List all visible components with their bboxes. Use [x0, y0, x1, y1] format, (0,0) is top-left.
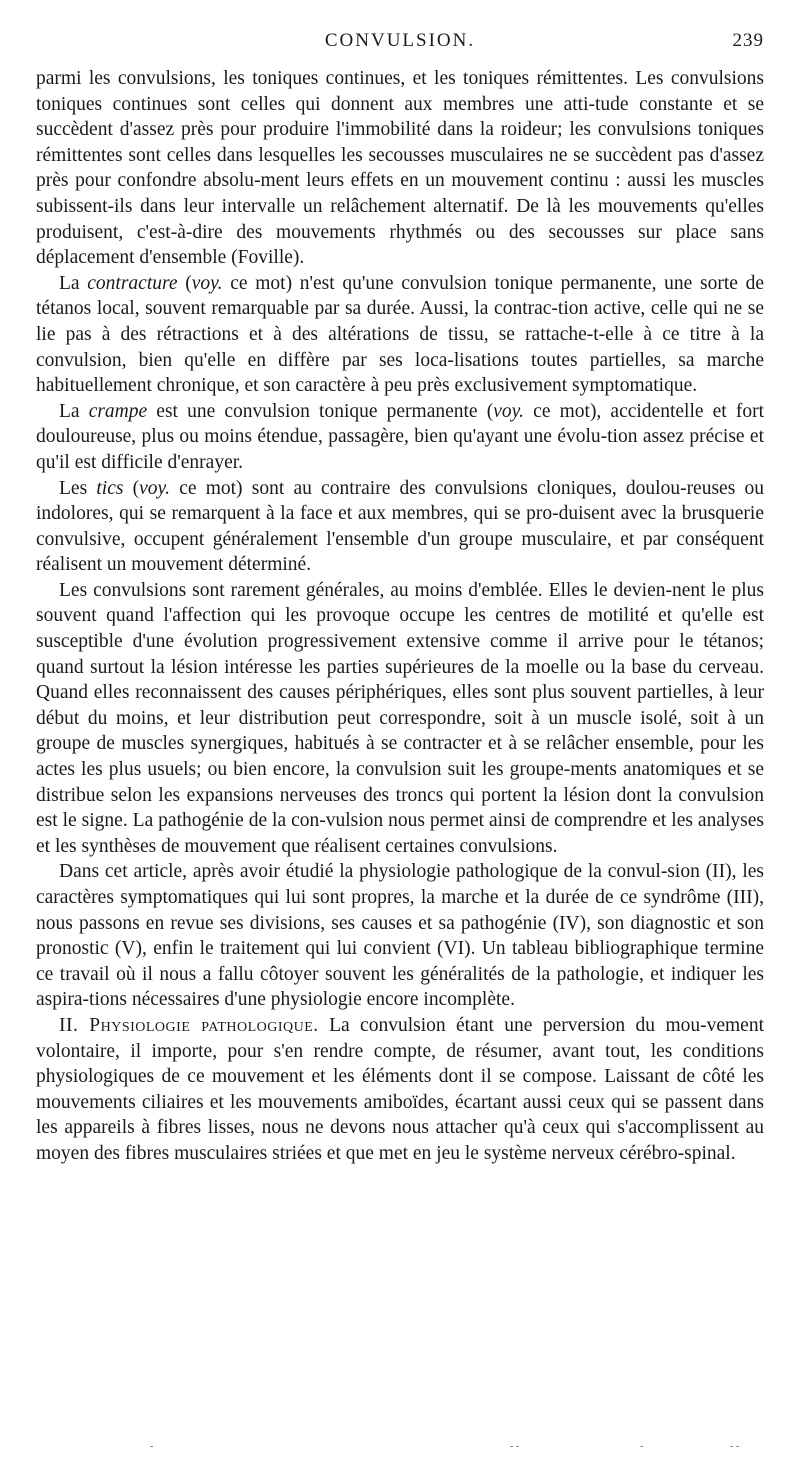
paragraph-2: La contracture (voy. ce mot) n'est qu'une convulsion tonique permanente, une sorte de tétanos local, souvent remarquable par sa durée. Aussi, la contrac-tion active, celle qui ne se lie pas à des rétractions et à des altérations de tissu, se rattache-t-elle à ce titre à la convulsion, bien qu'elle en diffère par ses loca-lisations toutes partielles, sa marche habituellement chronique, et son caractère à peu près exclusivement symptomatique.: [36, 272, 764, 397]
paragraph-4: Les tics (voy. ce mot) sont au contraire des convulsions cloniques, doulou-reuses ou indolores, qui se remarquent à la face et aux membres, qui se pro-duisent avec la brusquerie convulsive, occupent généralement l'ensemble d'un groupe musculaire, et par conséquent réalisent un mouvement déterminé.: [36, 477, 764, 576]
term-crampe: crampe: [88, 400, 148, 422]
running-title: CONVULSION.: [324, 30, 476, 51]
print-mark: - -: [730, 1441, 740, 1452]
paragraph-7: II. Physiologie pathologique. La convulsion étant une perversion du mou-vement volontaire, il importe, pour s'en rendre compte, de résumer, avant tout, les conditions physiologiques de ce mouvement et les éléments dont il se compose. Laissant de côté les mouvements ciliaires et les mouvements amiboïdes, écartant aussi ceux qui se passent dans les appareils à fibres lisses, nous ne devons nous attacher qu'à ceux qui s'accomplissent au moyen des fibres musculaires striées et que met en jeu le système nerveux cérébro-spinal.: [36, 1014, 765, 1164]
paragraph-3: La crampe est une convulsion tonique permanente (voy. ce mot), accidentelle et fort douloureuse, plus ou moins étendue, passagère, bien qu'ayant une évolu-tion assez précise et qu'il est difficile d'enrayer.: [36, 400, 764, 473]
term-tics: tics: [96, 477, 124, 499]
term-contracture: contracture: [87, 272, 178, 294]
cross-ref: voy.: [493, 400, 525, 422]
body-text: [36, 66, 764, 1167]
running-header: [36, 30, 764, 60]
print-mark: -: [640, 1441, 644, 1452]
print-mark: - -: [510, 1441, 520, 1452]
cross-ref: voy.: [139, 477, 171, 499]
paragraph-6: Dans cet article, après avoir étudié la physiologie pathologique de la convul-sion (II), les caractères symptomatiques qui lui sont propres, la marche et la durée de ce syndrôme (III), nous passons en revue ses divisions, ses causes et sa pathogénie (IV), son diagnostic et son pronostic (V), enfin le traitement qui lui convient (VI). Un tableau bibliographique termine ce travail où il nous a fallu côtoyer souvent les généralités de la pathologie, et indiquer les aspira-tions nécessaires d'une physiologie encore incomplète.: [36, 861, 764, 1011]
print-artifact-marks: [140, 1441, 760, 1452]
paragraph-1: parmi les convulsions, les toniques continues, et les toniques rémittentes. Les convulsions toniques continues sont celles qui donnent aux membres une atti-tude constante et se succèdent d'assez près pour produire l'immobilité dans la roideur; les convulsions toniques rémittentes sont celles dans lesquelles les secousses musculaires ne se succèdent pas d'assez près pour confondre absolu-ment leurs effets en un mouvement continu : aussi les muscles subissent-ils dans leur intervalle un relâchement alternatif. De là les mouvements qu'elles produisent, c'est-à-dire des mouvements rhythmés ou des secousses sur place sans déplacement d'ensemble (Foville).: [36, 68, 764, 269]
paragraph-5: Les convulsions sont rarement générales, au moins d'emblée. Elles le devien-nent le plus souvent quand l'affection qui les provoque occupe les centres de motilité et qu'elle est susceptible d'une évolution progressivement extensive comme il arrive pour le tétanos; quand surtout la lésion intéresse les parties supérieures de la moelle ou la base du cerveau. Quand elles reconnaissent des causes périphériques, elles sont plus souvent partielles, à leur début du moins, et leur distribution peut correspondre, soit à un muscle isolé, soit à un groupe de muscles synergiques, habitués à se contracter et à se relâcher ensemble, pour les actes les plus usuels; ou bien encore, la convulsion suit les groupe-ments anatomiques et se distribue selon les expansions nerveuses des troncs qui portent la lésion dont la convulsion est le signe. La pathogénie de la con-vulsion nous permet ainsi de comprendre et les analyses et les synthèses de mouvement que réalisent certaines convulsions.: [36, 579, 764, 857]
cross-ref: voy.: [191, 272, 223, 294]
section-heading: II. Physiologie pathologique.: [59, 1014, 319, 1036]
print-mark: -: [150, 1441, 154, 1452]
page-number: 239: [732, 30, 764, 51]
